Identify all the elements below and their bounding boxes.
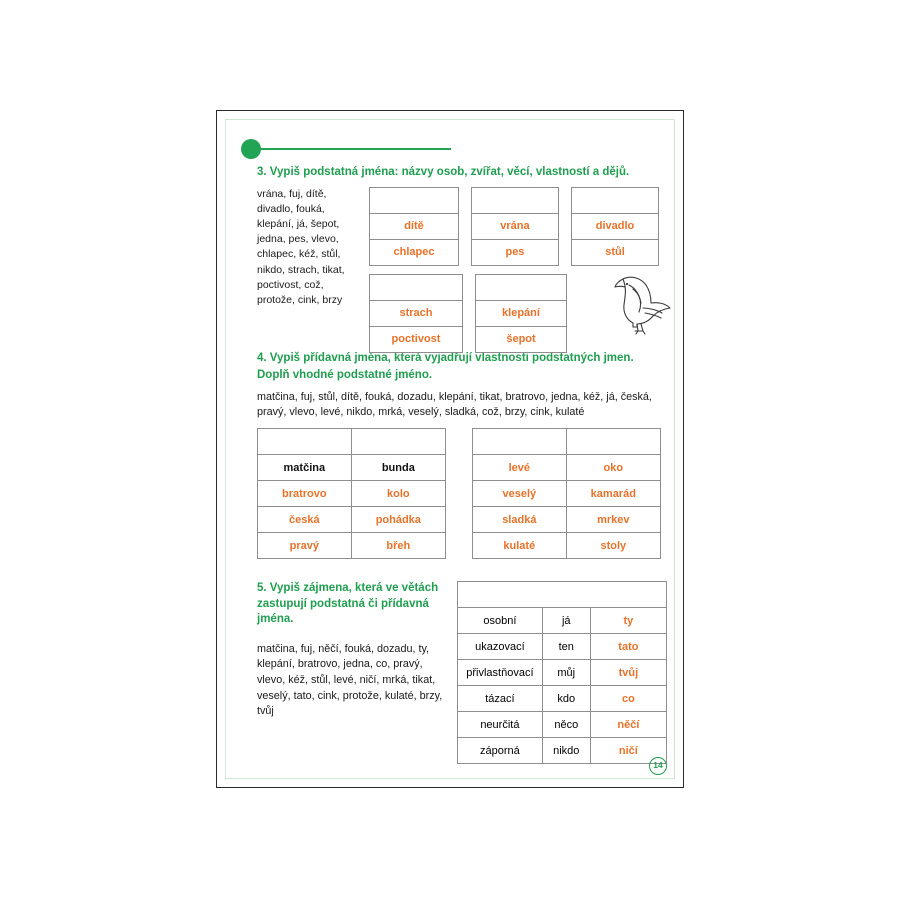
pronoun-type-4: tázací [458, 686, 543, 712]
table-pronouns [457, 581, 667, 764]
table-adj-left-r2-noun[interactable]: kolo [351, 481, 445, 507]
exercise-4-body [257, 351, 661, 560]
table-deju-cell-2[interactable]: šepot [476, 326, 567, 352]
table-row [458, 712, 667, 738]
exercise-3-body [257, 187, 661, 345]
pronoun-answer-3[interactable]: tvůj [590, 660, 666, 686]
table-adj-right-r2-noun[interactable]: kamarád [566, 481, 660, 507]
table-osob-header: osob [370, 187, 459, 213]
table-deju [475, 274, 567, 353]
table-veci-header: věcí [571, 187, 658, 213]
table-adj-right-r1-adj[interactable]: levé [473, 455, 567, 481]
exercise-4-heading-line1: 4. Vypiš přídavná jména, která vyjadřují vlastnosti podstatných jmen. [257, 351, 634, 364]
table-row [258, 481, 446, 507]
pronoun-example-5: něco [542, 712, 590, 738]
pronoun-type-1: osobní [458, 608, 543, 634]
pronoun-answer-5[interactable]: něčí [590, 712, 666, 738]
table-zvirat [471, 187, 559, 266]
exercise-4-heading-line2: Doplň vhodné podstatné jméno. [257, 369, 433, 382]
table-row [458, 608, 667, 634]
table-row [258, 507, 446, 533]
table-deju-header: dějů [476, 274, 567, 300]
exercise-4-wordbank: matčina, fuj, stůl, dítě, fouká, dozadu, klepání, tikat, bratrovo, jedna, kéž, já, česká, pravý, vlevo, levé, nikdo, mrká, veselý, sladká, což, brzy, cink, kulaté [257, 390, 652, 418]
pronoun-answer-1[interactable]: ty [590, 608, 666, 634]
pronoun-type-5: neurčitá [458, 712, 543, 738]
table-row [458, 634, 667, 660]
table-adj-right-r3-noun[interactable]: mrkev [566, 507, 660, 533]
table-row [458, 738, 667, 764]
table-adj-left-r1-noun[interactable]: bunda [351, 455, 445, 481]
table-osob [369, 187, 459, 266]
exercise-3-wordbank: vrána, fuj, dítě, divadlo, fouká, klepání, já, šepot, jedna, pes, vlevo, chlapec, kéž, stůl, nikdo, strach, tikat, poctivost, což, protože, cink, brzy [257, 187, 345, 307]
pronoun-type-6: záporná [458, 738, 543, 764]
pronoun-example-6: nikdo [542, 738, 590, 764]
table-zvirat-header: zvířat [471, 187, 558, 213]
pronoun-type-2: ukazovací [458, 634, 543, 660]
green-line-icon [259, 148, 451, 150]
table-row [458, 686, 667, 712]
table-row [473, 533, 661, 559]
exercise-5-heading: 5. Vypiš zájmena, která ve větách zastupují podstatná či přídavná jména. [257, 582, 439, 626]
table-adj-left-header-noun: podstatné jméno [351, 429, 445, 455]
table-vlastnosti-cell-2[interactable]: poctivost [370, 326, 463, 352]
table-adj-left-r4-noun[interactable]: břeh [351, 533, 445, 559]
table-row [473, 481, 661, 507]
pronoun-example-1: já [542, 608, 590, 634]
exercise-5-wordbank: matčina, fuj, něčí, fouká, dozadu, ty, klepání, bratrovo, jedna, co, pravý, vlevo, kéž, stůl, levé, ničí, mrká, tikat, veselý, tato, cink, protože, kulaté, brzy, tvůj [257, 642, 443, 718]
green-dot-icon [241, 139, 261, 159]
table-row [258, 455, 446, 481]
exercise-5-body [257, 581, 661, 781]
crow-bird-icon [607, 265, 681, 339]
table-adj-left-r4-adj[interactable]: pravý [258, 533, 352, 559]
exercise-3-heading: 3. Vypiš podstatná jména: názvy osob, zvířat, věcí, vlastností a dějů. [257, 166, 630, 178]
pronoun-example-3: můj [542, 660, 590, 686]
table-vlastnosti [369, 274, 463, 353]
table-adjectives-right [472, 428, 661, 559]
table-adj-right-r4-noun[interactable]: stoly [566, 533, 660, 559]
pronoun-answer-6[interactable]: ničí [590, 738, 666, 764]
table-adj-right-r4-adj[interactable]: kulaté [473, 533, 567, 559]
table-osob-cell-1[interactable]: dítě [370, 213, 459, 239]
table-adj-left-header-adj: přídavné jméno [258, 429, 352, 455]
table-veci-cell-2[interactable]: stůl [571, 239, 658, 265]
table-adj-left-r2-adj[interactable]: bratrovo [258, 481, 352, 507]
table-adj-left-r3-noun[interactable]: pohádka [351, 507, 445, 533]
exercise-5-right-column [457, 581, 667, 764]
table-pronouns-header: zájmena [458, 582, 667, 608]
table-veci-cell-1[interactable]: divadlo [571, 213, 658, 239]
worksheet-page [216, 110, 684, 788]
table-veci [571, 187, 659, 266]
page-content [241, 139, 661, 781]
table-adj-right-r3-adj[interactable]: sladká [473, 507, 567, 533]
table-row [258, 533, 446, 559]
pronoun-example-2: ten [542, 634, 590, 660]
pronoun-example-4: kdo [542, 686, 590, 712]
table-row [473, 455, 661, 481]
page-number-badge: 14 [649, 757, 667, 775]
table-adjectives-left [257, 428, 446, 559]
exercise-5-left-column [257, 581, 445, 720]
table-adj-right-r2-adj[interactable]: veselý [473, 481, 567, 507]
table-row [458, 660, 667, 686]
table-adj-right-r1-noun[interactable]: oko [566, 455, 660, 481]
table-zvirat-cell-2[interactable]: pes [471, 239, 558, 265]
table-vlastnosti-header: vlastností [370, 274, 463, 300]
table-adj-right-header-adj: přídavné jméno [473, 429, 567, 455]
exercise-4-tables [257, 428, 661, 559]
pronoun-answer-4[interactable]: co [590, 686, 666, 712]
exercise-3-table-row-1 [369, 187, 659, 266]
table-osob-cell-2[interactable]: chlapec [370, 239, 459, 265]
table-adj-left-r1-adj[interactable]: matčina [258, 455, 352, 481]
table-adj-left-r3-adj[interactable]: česká [258, 507, 352, 533]
green-bullet-decoration [241, 139, 661, 161]
pronoun-answer-2[interactable]: tato [590, 634, 666, 660]
table-vlastnosti-cell-1[interactable]: strach [370, 300, 463, 326]
table-deju-cell-1[interactable]: klepání [476, 300, 567, 326]
pronoun-type-3: přivlastňovací [458, 660, 543, 686]
table-adj-right-header-noun: podstatné jméno [566, 429, 660, 455]
table-row [473, 507, 661, 533]
table-zvirat-cell-1[interactable]: vrána [471, 213, 558, 239]
